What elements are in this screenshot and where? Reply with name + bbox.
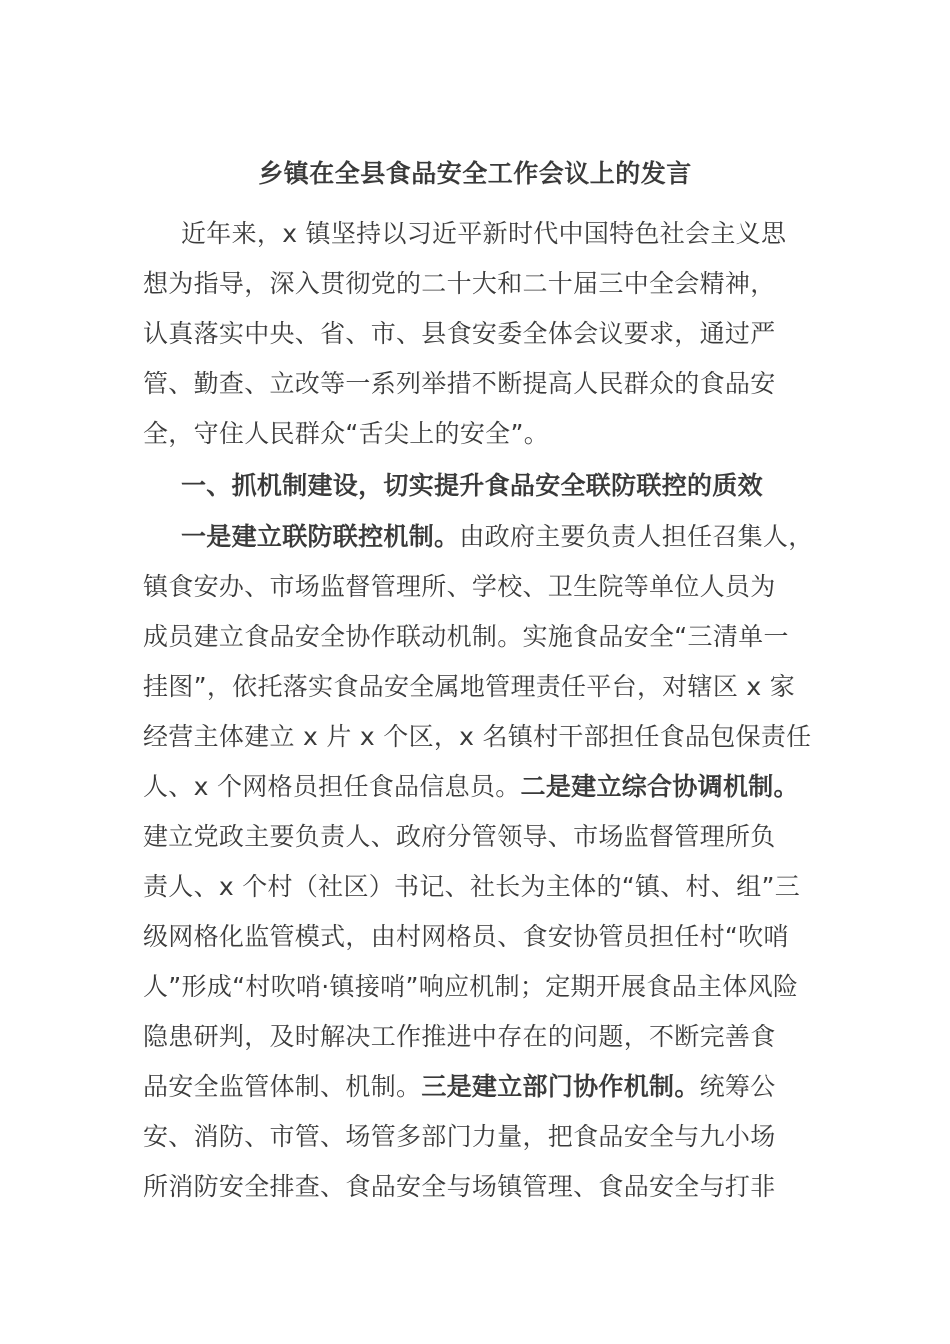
body-text: 建立党政主要负责人、政府分管领导、市场监督管理所负 xyxy=(143,822,776,851)
body-text: 全，守住人民群众“舌尖上的安全”。 xyxy=(143,419,550,448)
body-text: 人、x 个网格员担任食品信息员。 xyxy=(143,772,521,801)
body-text: 人”形成“村吹哨·镇接哨”响应机制；定期开展食品主体风险 xyxy=(143,972,799,1001)
paragraph-line xyxy=(143,867,800,907)
bold-text: 三是建立部门协作机制。 xyxy=(421,1072,700,1101)
paragraph-line xyxy=(143,414,549,454)
body-text: 挂图”，依托落实食品安全属地管理责任平台，对辖区 x 家 xyxy=(143,672,796,701)
body-text: 统筹公 xyxy=(699,1072,776,1101)
body-text: 成员建立食品安全协作联动机制。实施食品安全“三清单一 xyxy=(143,622,789,651)
body-text: 近年来，x 镇坚持以习近平新时代中国特色社会主义思 xyxy=(181,219,787,248)
paragraph-line xyxy=(143,567,776,607)
body-text: 安、消防、市管、场管多部门力量，把食品安全与九小场 xyxy=(143,1122,776,1151)
paragraph-line xyxy=(143,917,789,957)
body-text: 由政府主要负责人担任召集人， xyxy=(459,522,814,551)
section-heading xyxy=(181,466,763,506)
paragraph-line xyxy=(143,364,776,404)
paragraph-line xyxy=(143,817,776,857)
paragraph-line xyxy=(143,767,799,807)
body-text: 责人、x 个村（社区）书记、社长为主体的“镇、村、组”三 xyxy=(143,872,801,901)
body-text: 认真落实中央、省、市、县食安委全体会议要求，通过严 xyxy=(143,319,776,348)
paragraph-line xyxy=(143,617,789,657)
paragraph-line xyxy=(143,717,811,757)
body-text: 经营主体建立 x 片 x 个区，x 名镇村干部担任食品包保责任 xyxy=(143,722,812,751)
body-text: 品安全监管体制、机制。 xyxy=(143,1072,422,1101)
paragraph-line xyxy=(143,1017,776,1057)
bold-text: 一、抓机制建设，切实提升食品安全联防联控的质效 xyxy=(181,471,763,500)
paragraph-line xyxy=(143,264,776,304)
paragraph-line xyxy=(143,1167,776,1207)
paragraph-line xyxy=(181,214,786,254)
paragraph-line xyxy=(143,1117,776,1157)
body-text: 所消防安全排查、食品安全与场镇管理、食品安全与打非 xyxy=(143,1172,776,1201)
paragraph-line xyxy=(143,314,776,354)
paragraph-line xyxy=(143,967,798,1007)
document-title: 乡镇在全县食品安全工作会议上的发言 xyxy=(258,159,692,188)
bold-text: 一是建立联防联控机制。 xyxy=(181,522,460,551)
body-text: 隐患研判，及时解决工作推进中存在的问题，不断完善食 xyxy=(143,1022,776,1051)
body-text: 管、勤查、立改等一系列举措不断提高人民群众的食品安 xyxy=(143,369,776,398)
paragraph-line xyxy=(143,1067,776,1107)
body-text: 级网格化监管模式，由村网格员、食安协管员担任村“吹哨 xyxy=(143,922,789,951)
body-text: 镇食安办、市场监督管理所、学校、卫生院等单位人员为 xyxy=(143,572,776,601)
paragraph-line xyxy=(143,667,795,707)
paragraph-line xyxy=(181,517,814,557)
bold-text: 二是建立综合协调机制。 xyxy=(520,772,799,801)
body-text: 想为指导，深入贯彻党的二十大和二十届三中全会精神， xyxy=(143,269,776,298)
